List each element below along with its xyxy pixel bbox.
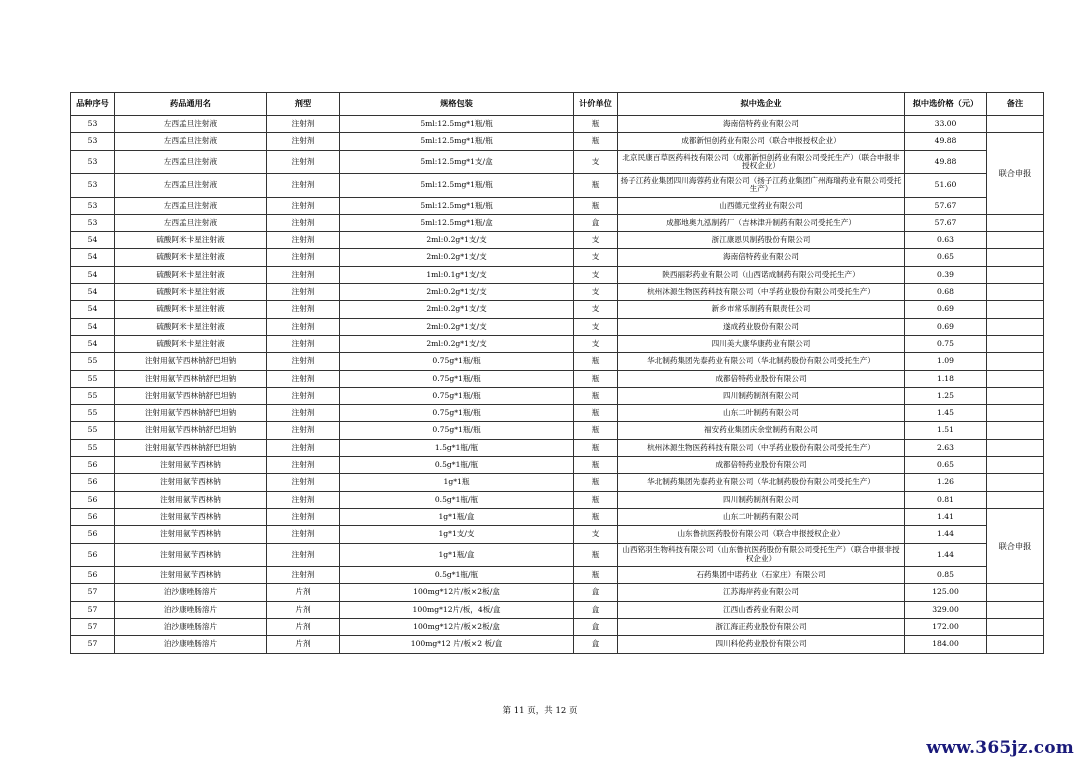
procurement-table [70, 92, 1044, 654]
page-footer: 第 11 页，共 12 页 [502, 706, 578, 716]
table-cell: 55 [71, 387, 115, 404]
table-cell: 泊沙康唑肠溶片 [115, 618, 267, 635]
table-cell: 184.00 [905, 636, 987, 653]
table-cell: 0.75g*1瓶/瓶 [340, 422, 574, 439]
table-row [71, 508, 1044, 525]
table-row [71, 636, 1044, 653]
table-cell: 注射剂 [267, 457, 340, 474]
note-cell [987, 370, 1044, 387]
table-cell: 0.5g*1瓶/瓶 [340, 567, 574, 584]
table-cell: 注射剂 [267, 543, 340, 567]
table-cell: 成都地奥九泓制药厂（吉林津升制药有限公司受托生产） [618, 214, 905, 231]
table-cell: 瓶 [574, 116, 618, 133]
table-cell: 1.25 [905, 387, 987, 404]
table-cell: 瓶 [574, 370, 618, 387]
table-cell: 56 [71, 567, 115, 584]
table-row [71, 405, 1044, 422]
table-cell: 注射剂 [267, 284, 340, 301]
note-cell [987, 335, 1044, 352]
table-cell: 0.69 [905, 301, 987, 318]
table-cell: 山东二叶制药有限公司 [618, 405, 905, 422]
table-row [71, 584, 1044, 601]
table-cell: 硫酸阿米卡星注射液 [115, 284, 267, 301]
table-row [71, 526, 1044, 543]
table-cell: 支 [574, 335, 618, 352]
table-cell: 山西铭羽生物科技有限公司（山东鲁抗医药股份有限公司受托生产）（联合申报非授权企业） [618, 543, 905, 567]
table-cell: 支 [574, 266, 618, 283]
table-row [71, 174, 1044, 198]
table-cell: 支 [574, 526, 618, 543]
table-cell: 盒 [574, 601, 618, 618]
table-cell: 注射剂 [267, 387, 340, 404]
table-cell: 54 [71, 318, 115, 335]
table-cell: 57 [71, 601, 115, 618]
table-cell: 注射剂 [267, 474, 340, 491]
table-cell: 0.69 [905, 318, 987, 335]
table-cell: 成都倍特药业股份有限公司 [618, 370, 905, 387]
table-cell: 55 [71, 353, 115, 370]
note-cell [987, 584, 1044, 601]
table-row [71, 601, 1044, 618]
table-cell: 0.39 [905, 266, 987, 283]
table-cell: 1.5g*1瓶/瓶 [340, 439, 574, 456]
table-cell: 瓶 [574, 439, 618, 456]
table-cell: 注射用氨苄西林钠舒巴坦钠 [115, 405, 267, 422]
table-row [71, 567, 1044, 584]
table-cell: 注射剂 [267, 335, 340, 352]
header-cell: 拟中选价格（元） [905, 93, 987, 116]
table-cell: 硫酸阿米卡星注射液 [115, 249, 267, 266]
table-cell: 杭州沐源生物医药科技有限公司（中孚药业股份有限公司受托生产） [618, 439, 905, 456]
table-cell: 5ml:12.5mg*1瓶/瓶 [340, 197, 574, 214]
table-cell: 山西德元堂药业有限公司 [618, 197, 905, 214]
table-cell: 江苏海岸药业有限公司 [618, 584, 905, 601]
table-cell: 56 [71, 543, 115, 567]
table-cell: 盒 [574, 214, 618, 231]
table-cell: 瓶 [574, 474, 618, 491]
table-cell: 四川制药制剂有限公司 [618, 491, 905, 508]
table-row [71, 474, 1044, 491]
header-cell: 备注 [987, 93, 1044, 116]
table-cell: 57.67 [905, 214, 987, 231]
table-cell: 注射用氨苄西林钠 [115, 508, 267, 525]
table-cell: 注射用氨苄西林钠 [115, 543, 267, 567]
table-cell: 四川科伦药业股份有限公司 [618, 636, 905, 653]
table-cell: 硫酸阿米卡星注射液 [115, 232, 267, 249]
table-cell: 成都新恒创药业有限公司（联合申报授权企业） [618, 133, 905, 150]
table-cell: 1.45 [905, 405, 987, 422]
note-cell [987, 422, 1044, 439]
table-cell: 0.75 [905, 335, 987, 352]
table-cell: 注射剂 [267, 232, 340, 249]
table-cell: 0.63 [905, 232, 987, 249]
note-cell [987, 249, 1044, 266]
note-cell [987, 301, 1044, 318]
table-cell: 支 [574, 150, 618, 174]
table-cell: 四川美大康华康药业有限公司 [618, 335, 905, 352]
table-cell: 2ml:0.2g*1支/支 [340, 249, 574, 266]
note-cell [987, 618, 1044, 635]
table-row [71, 422, 1044, 439]
table-cell: 54 [71, 249, 115, 266]
table-cell: 左西孟旦注射液 [115, 214, 267, 231]
table-cell: 1g*1瓶/盒 [340, 543, 574, 567]
table-row [71, 543, 1044, 567]
table-cell: 注射剂 [267, 318, 340, 335]
table-cell: 注射剂 [267, 405, 340, 422]
note-cell [987, 474, 1044, 491]
table-row [71, 133, 1044, 150]
table-cell: 左西孟旦注射液 [115, 116, 267, 133]
table-cell: 片剂 [267, 601, 340, 618]
table-cell: 注射用氨苄西林钠舒巴坦钠 [115, 422, 267, 439]
table-cell: 0.65 [905, 457, 987, 474]
header-cell: 品种序号 [71, 93, 115, 116]
table-cell: 100mg*12片/板，4板/盒 [340, 601, 574, 618]
table-row [71, 150, 1044, 174]
table-cell: 53 [71, 174, 115, 198]
table-cell: 55 [71, 439, 115, 456]
table-cell: 盒 [574, 584, 618, 601]
table-cell: 北京民康百草医药科技有限公司（成都新恒创药业有限公司受托生产）（联合申报非授权企业） [618, 150, 905, 174]
table-cell: 瓶 [574, 543, 618, 567]
note-cell [987, 439, 1044, 456]
table-cell: 1.51 [905, 422, 987, 439]
table-cell: 注射用氨苄西林钠 [115, 474, 267, 491]
table-cell: 注射用氨苄西林钠 [115, 526, 267, 543]
table-cell: 100mg*12片/板×2板/盒 [340, 584, 574, 601]
table-cell: 57 [71, 636, 115, 653]
table-row [71, 266, 1044, 283]
table-cell: 2ml:0.2g*1支/支 [340, 232, 574, 249]
table-cell: 0.81 [905, 491, 987, 508]
note-cell [987, 405, 1044, 422]
table-cell: 福安药业集团庆余堂制药有限公司 [618, 422, 905, 439]
table-row [71, 116, 1044, 133]
table-cell: 注射剂 [267, 526, 340, 543]
table-cell: 2ml:0.2g*1支/支 [340, 284, 574, 301]
table-cell: 江西山香药业有限公司 [618, 601, 905, 618]
table-cell: 左西孟旦注射液 [115, 197, 267, 214]
table-cell: 54 [71, 284, 115, 301]
note-cell [987, 232, 1044, 249]
table-cell: 瓶 [574, 508, 618, 525]
table-cell: 注射剂 [267, 214, 340, 231]
table-cell: 注射剂 [267, 491, 340, 508]
table-cell: 硫酸阿米卡星注射液 [115, 318, 267, 335]
table-cell: 注射剂 [267, 567, 340, 584]
table-cell: 石药集团中诺药业（石家庄）有限公司 [618, 567, 905, 584]
table-cell: 注射用氨苄西林钠舒巴坦钠 [115, 439, 267, 456]
table-cell: 53 [71, 197, 115, 214]
table-cell: 注射剂 [267, 116, 340, 133]
table-cell: 注射剂 [267, 133, 340, 150]
table-cell: 左西孟旦注射液 [115, 133, 267, 150]
table-cell: 瓶 [574, 405, 618, 422]
table-cell: 注射剂 [267, 174, 340, 198]
table-cell: 四川制药制剂有限公司 [618, 387, 905, 404]
table-cell: 172.00 [905, 618, 987, 635]
table-cell: 山东鲁抗医药股份有限公司（联合申报授权企业） [618, 526, 905, 543]
table-cell: 支 [574, 249, 618, 266]
header-cell: 剂型 [267, 93, 340, 116]
table-cell: 56 [71, 526, 115, 543]
note-cell [987, 266, 1044, 283]
table-cell: 瓶 [574, 457, 618, 474]
table-cell: 53 [71, 133, 115, 150]
table-row [71, 335, 1044, 352]
table-cell: 泊沙康唑肠溶片 [115, 584, 267, 601]
watermark: www.365jz.com [926, 738, 1074, 758]
table-cell: 56 [71, 491, 115, 508]
table-cell: 56 [71, 474, 115, 491]
table-cell: 盒 [574, 636, 618, 653]
note-cell [987, 214, 1044, 231]
table-row [71, 214, 1044, 231]
table-cell: 注射用氨苄西林钠舒巴坦钠 [115, 353, 267, 370]
note-cell: 联合申报 [987, 508, 1044, 583]
table-row [71, 197, 1044, 214]
note-cell [987, 457, 1044, 474]
table-cell: 注射用氨苄西林钠 [115, 491, 267, 508]
table-cell: 5ml:12.5mg*1瓶/瓶 [340, 116, 574, 133]
table-cell: 5ml:12.5mg*1瓶/瓶 [340, 133, 574, 150]
table-cell: 瓶 [574, 491, 618, 508]
table-cell: 0.85 [905, 567, 987, 584]
table-cell: 56 [71, 457, 115, 474]
table-cell: 注射剂 [267, 439, 340, 456]
table-cell: 注射用氨苄西林钠 [115, 457, 267, 474]
table-cell: 100mg*12片/板×2板/盒 [340, 618, 574, 635]
table-cell: 扬子江药业集团四川海蓉药业有限公司（扬子江药业集团广州海瑞药业有限公司受托生产） [618, 174, 905, 198]
table-cell: 成都倍特药业股份有限公司 [618, 457, 905, 474]
table-cell: 1.18 [905, 370, 987, 387]
table-cell: 100mg*12 片/板×2 板/盒 [340, 636, 574, 653]
table-cell: 泊沙康唑肠溶片 [115, 636, 267, 653]
table-row [71, 618, 1044, 635]
table-cell: 支 [574, 284, 618, 301]
table-cell: 杭州沐源生物医药科技有限公司（中孚药业股份有限公司受托生产） [618, 284, 905, 301]
table-row [71, 249, 1044, 266]
table-cell: 329.00 [905, 601, 987, 618]
table-row [71, 301, 1044, 318]
table-cell: 0.75g*1瓶/瓶 [340, 405, 574, 422]
note-cell [987, 284, 1044, 301]
table-cell: 54 [71, 266, 115, 283]
table-row [71, 318, 1044, 335]
table-cell: 54 [71, 335, 115, 352]
table-row [71, 439, 1044, 456]
table-cell: 1.41 [905, 508, 987, 525]
table-cell: 56 [71, 508, 115, 525]
table-cell: 注射剂 [267, 508, 340, 525]
table-cell: 1.44 [905, 543, 987, 567]
table-row [71, 284, 1044, 301]
table-header-row [71, 93, 1044, 116]
header-cell: 规格包装 [340, 93, 574, 116]
table-cell: 支 [574, 318, 618, 335]
table-cell: 注射剂 [267, 266, 340, 283]
table-cell: 2ml:0.2g*1支/支 [340, 335, 574, 352]
table-cell: 浙江海正药业股份有限公司 [618, 618, 905, 635]
table-row [71, 232, 1044, 249]
table-cell: 注射剂 [267, 353, 340, 370]
table-cell: 55 [71, 370, 115, 387]
table-cell: 注射用氨苄西林钠舒巴坦钠 [115, 370, 267, 387]
note-cell [987, 116, 1044, 133]
table-cell: 5ml:12.5mg*1支/盒 [340, 150, 574, 174]
note-cell [987, 318, 1044, 335]
header-cell: 拟中选企业 [618, 93, 905, 116]
table-cell: 2ml:0.2g*1支/支 [340, 301, 574, 318]
table-cell: 左西孟旦注射液 [115, 150, 267, 174]
table-cell: 盒 [574, 618, 618, 635]
table-cell: 瓶 [574, 353, 618, 370]
table-cell: 瓶 [574, 197, 618, 214]
table-cell: 55 [71, 422, 115, 439]
note-cell [987, 491, 1044, 508]
table-cell: 49.88 [905, 150, 987, 174]
table-cell: 新乡市常乐制药有限责任公司 [618, 301, 905, 318]
table-cell: 注射剂 [267, 197, 340, 214]
table-cell: 49.88 [905, 133, 987, 150]
table-cell: 125.00 [905, 584, 987, 601]
table-cell: 0.5g*1瓶/瓶 [340, 491, 574, 508]
table-cell: 5ml:12.5mg*1瓶/瓶 [340, 174, 574, 198]
table-cell: 5ml:12.5mg*1瓶/盒 [340, 214, 574, 231]
table-cell: 硫酸阿米卡星注射液 [115, 301, 267, 318]
table-cell: 遂成药业股份有限公司 [618, 318, 905, 335]
table-cell: 57.67 [905, 197, 987, 214]
table-cell: 海南倍特药业有限公司 [618, 116, 905, 133]
table-cell: 左西孟旦注射液 [115, 174, 267, 198]
table-cell: 1.09 [905, 353, 987, 370]
table-cell: 0.68 [905, 284, 987, 301]
table-cell: 53 [71, 116, 115, 133]
table-cell: 2.63 [905, 439, 987, 456]
table-cell: 支 [574, 232, 618, 249]
table-cell: 1g*1瓶/盒 [340, 508, 574, 525]
table-cell: 57 [71, 618, 115, 635]
table-cell: 注射用氨苄西林钠 [115, 567, 267, 584]
table-cell: 33.00 [905, 116, 987, 133]
table-cell: 注射剂 [267, 422, 340, 439]
table-cell: 0.5g*1瓶/瓶 [340, 457, 574, 474]
table-cell: 注射剂 [267, 150, 340, 174]
table-cell: 浙江康恩贝制药股份有限公司 [618, 232, 905, 249]
table-cell: 1g*1瓶 [340, 474, 574, 491]
table-cell: 片剂 [267, 584, 340, 601]
table-cell: 华北制药集团先泰药业有限公司（华北制药股份有限公司受托生产） [618, 353, 905, 370]
table-row [71, 387, 1044, 404]
table-cell: 1.26 [905, 474, 987, 491]
table-cell: 注射用氨苄西林钠舒巴坦钠 [115, 387, 267, 404]
table-cell: 54 [71, 232, 115, 249]
table-cell: 海南倍特药业有限公司 [618, 249, 905, 266]
table-cell: 53 [71, 214, 115, 231]
table-cell: 55 [71, 405, 115, 422]
table-row [71, 491, 1044, 508]
table-row [71, 353, 1044, 370]
table-cell: 硫酸阿米卡星注射液 [115, 266, 267, 283]
note-cell: 联合申报 [987, 133, 1044, 215]
table-cell: 支 [574, 301, 618, 318]
table-cell: 片剂 [267, 618, 340, 635]
table-cell: 2ml:0.2g*1支/支 [340, 318, 574, 335]
table-cell: 1ml:0.1g*1支/支 [340, 266, 574, 283]
table-cell: 0.75g*1瓶/瓶 [340, 353, 574, 370]
table-row [71, 457, 1044, 474]
table-cell: 0.65 [905, 249, 987, 266]
table-cell: 瓶 [574, 174, 618, 198]
table-cell: 1.44 [905, 526, 987, 543]
table-cell: 硫酸阿米卡星注射液 [115, 335, 267, 352]
table-row [71, 370, 1044, 387]
table-cell: 注射剂 [267, 370, 340, 387]
note-cell [987, 387, 1044, 404]
table-cell: 54 [71, 301, 115, 318]
table-cell: 0.75g*1瓶/瓶 [340, 387, 574, 404]
table-cell: 注射剂 [267, 301, 340, 318]
table-cell: 片剂 [267, 636, 340, 653]
table-cell: 华北制药集团先泰药业有限公司（华北制药股份有限公司受托生产） [618, 474, 905, 491]
table-cell: 泊沙康唑肠溶片 [115, 601, 267, 618]
table-cell: 53 [71, 150, 115, 174]
note-cell [987, 601, 1044, 618]
table-cell: 瓶 [574, 422, 618, 439]
table-cell: 0.75g*1瓶/瓶 [340, 370, 574, 387]
table-cell: 51.60 [905, 174, 987, 198]
header-cell: 计价单位 [574, 93, 618, 116]
header-cell: 药品通用名 [115, 93, 267, 116]
table-cell: 瓶 [574, 387, 618, 404]
table-cell: 陕西丽彩药业有限公司（山西诺成制药有限公司受托生产） [618, 266, 905, 283]
table-cell: 山东二叶制药有限公司 [618, 508, 905, 525]
table-cell: 57 [71, 584, 115, 601]
table-cell: 注射剂 [267, 249, 340, 266]
table-cell: 瓶 [574, 133, 618, 150]
table-body [71, 116, 1044, 654]
table-cell: 1g*1支/支 [340, 526, 574, 543]
note-cell [987, 353, 1044, 370]
table-cell: 瓶 [574, 567, 618, 584]
note-cell [987, 636, 1044, 653]
